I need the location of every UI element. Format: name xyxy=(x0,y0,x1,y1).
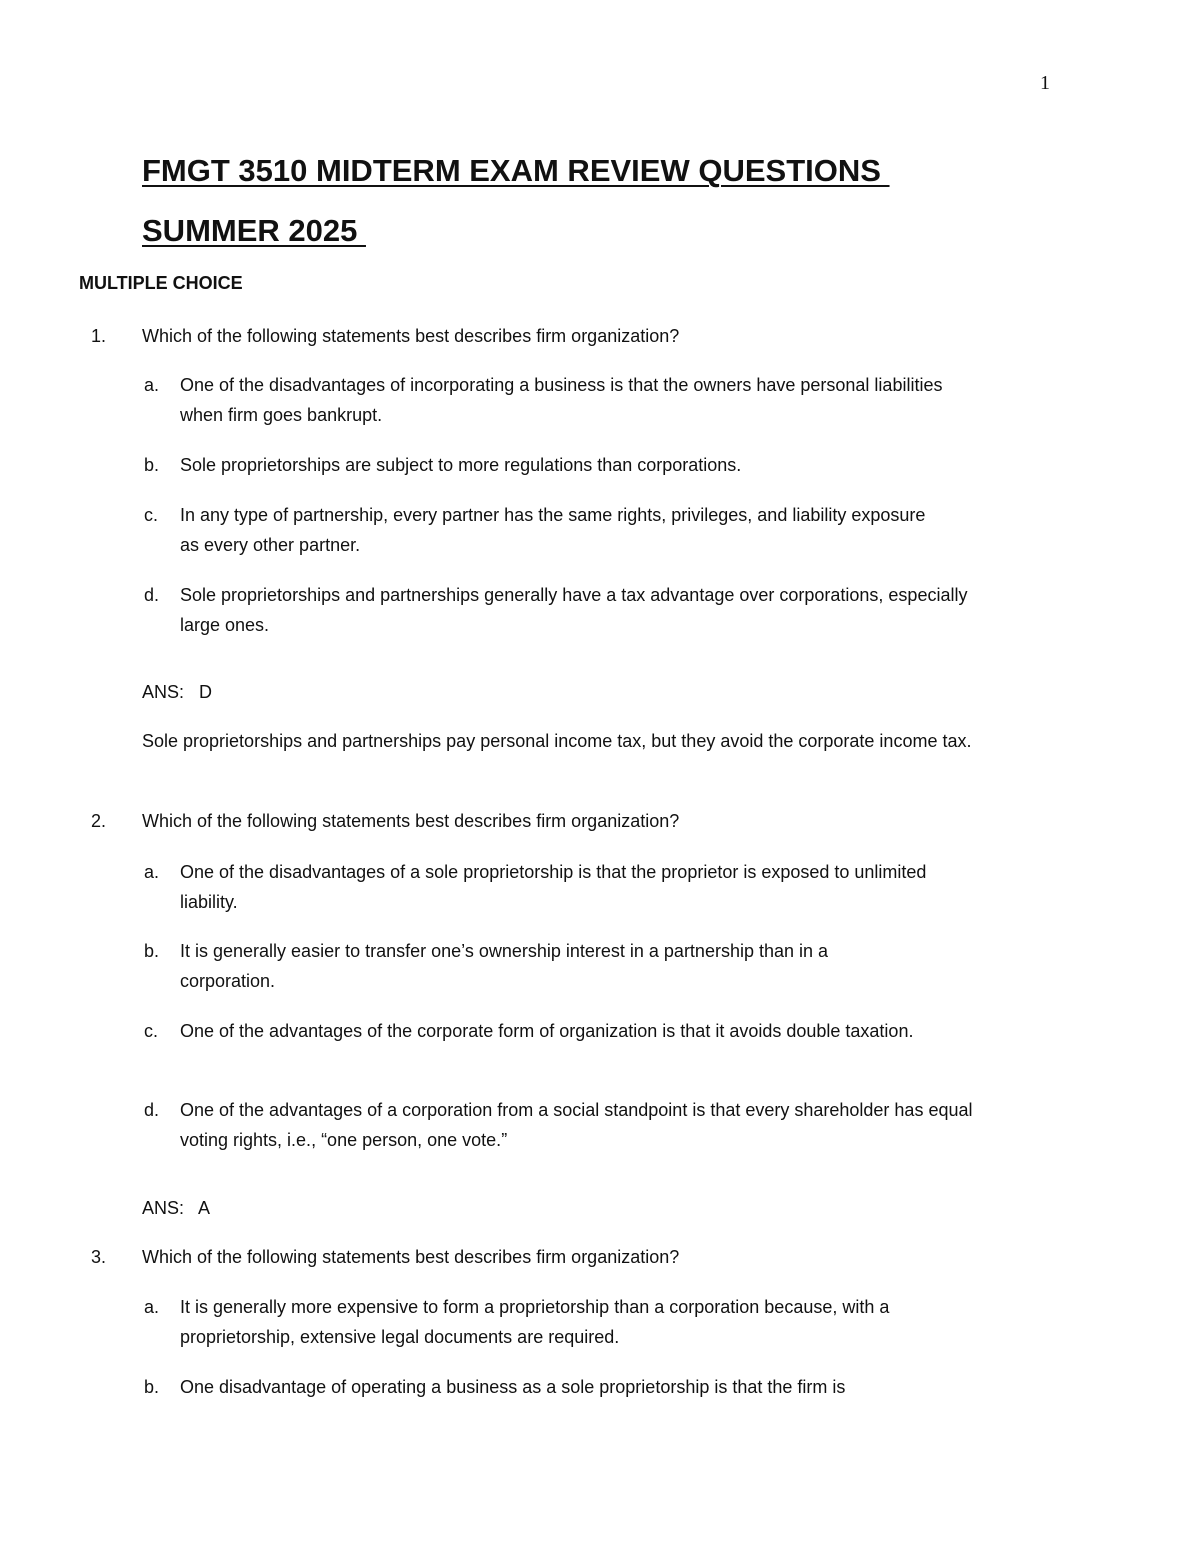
option-text: Sole proprietorships and partnerships generally have a tax advantage over corporations, especially large ones. xyxy=(180,585,968,635)
option-letter: a. xyxy=(144,862,160,882)
question-number: 3. xyxy=(90,1247,106,1267)
section-heading: MULTIPLE CHOICE xyxy=(79,273,243,293)
question-text: Which of the following statements best describes firm organization? xyxy=(142,811,680,831)
question-text: Which of the following statements best describes firm organization? xyxy=(142,1247,680,1267)
explanation-1: Sole proprietorships and partnerships pay personal income tax, but they avoid the corporate income tax. xyxy=(142,731,972,751)
option-text: It is generally easier to transfer one’s ownership interest in a partnership than in a corporation. xyxy=(180,941,829,991)
option-letter: a. xyxy=(144,375,160,395)
option-text: One of the advantages of the corporate form of organization is that it avoids double taxation. xyxy=(180,1021,914,1041)
option-text: In any type of partnership, every partner has the same rights, privileges, and liability exposure as every other partner. xyxy=(180,505,926,555)
option-text: It is generally more expensive to form a proprietorship than a corporation because, with a proprietorship, extensive legal documents are required. xyxy=(180,1297,890,1347)
option-text: One of the disadvantages of incorporating a business is that the owners have personal liabilities when firm goes bankrupt. xyxy=(180,375,943,425)
option-letter: c. xyxy=(144,505,159,525)
question-text: Which of the following statements best describes firm organization? xyxy=(142,326,680,346)
option-text: One of the disadvantages of a sole proprietorship is that the proprietor is exposed to unlimited liability. xyxy=(180,862,927,912)
option-text: One disadvantage of operating a business as a sole proprietorship is that the firm is xyxy=(180,1377,846,1397)
option-letter: d. xyxy=(144,1100,160,1120)
option-letter: b. xyxy=(144,941,160,961)
question-number: 2. xyxy=(90,811,106,831)
option-letter: c. xyxy=(144,1021,159,1041)
option-letter: a. xyxy=(144,1297,160,1317)
option-letter: b. xyxy=(144,455,160,475)
answer-2: ANS: A xyxy=(142,1198,211,1218)
question-number: 1. xyxy=(90,326,106,346)
option-letter: b. xyxy=(144,1377,160,1397)
answer-1: ANS: D xyxy=(142,682,213,702)
title-line-2: SUMMER 2025 xyxy=(142,213,366,248)
page-number: 1 xyxy=(1040,72,1050,94)
option-text: Sole proprietorships are subject to more regulations than corporations. xyxy=(180,455,742,475)
option-letter: d. xyxy=(144,585,160,605)
option-text: One of the advantages of a corporation from a social standpoint is that every shareholder has equal voting rights, i.e., “one person, one vote.” xyxy=(180,1100,973,1150)
title-line-1: FMGT 3510 MIDTERM EXAM REVIEW QUESTIONS xyxy=(142,153,890,188)
document-title xyxy=(142,141,1042,261)
